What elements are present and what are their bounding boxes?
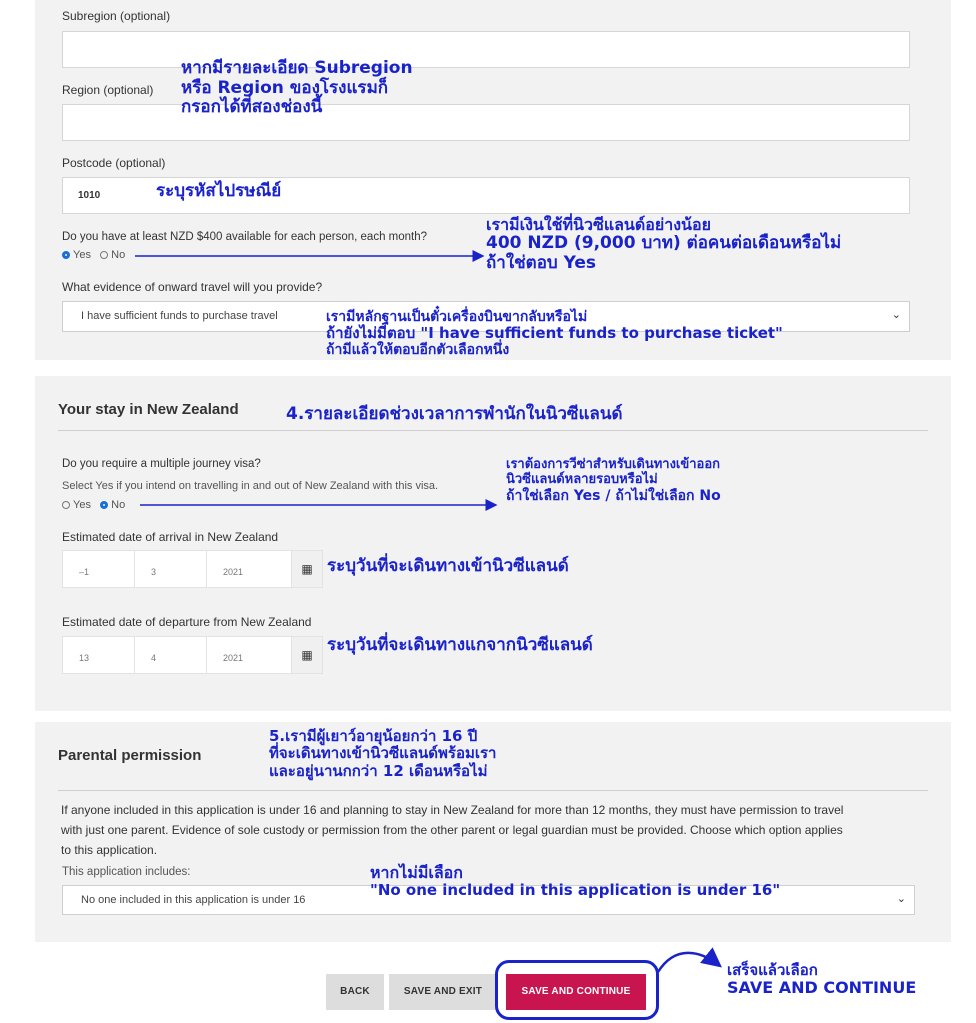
radio-selected-icon — [62, 251, 70, 259]
funds-yes-option[interactable]: Yes — [62, 249, 91, 261]
arrival-year-input[interactable]: 2021 — [206, 550, 292, 588]
save-and-continue-button[interactable]: SAVE AND CONTINUE — [506, 974, 646, 1010]
funds-no-option[interactable]: No — [100, 249, 125, 261]
annotation-region: หากมีรายละเอียด Subregion หรือ Region ของโรงแรมก็ กรอกได้ที่สองช่องนี้ — [181, 58, 413, 118]
annotation-funds: เรามีเงินใช้ที่นิวซีแลนด์อย่างน้อย 400 NZD (9,000 บาท) ต่อคนต่อเดือนหรือไม่ ถ้าใช่ตอบ Yes — [486, 215, 842, 273]
multi-yes-option[interactable]: Yes — [62, 499, 91, 511]
arrival-day-input[interactable]: –1 — [62, 550, 135, 588]
parental-paragraph: If anyone included in this application is under 16 and planning to stay in New Zealand for more than 12 months, they must have permission to travel with just one parent. Evidence of sole custody or permission from the other parent or legal guardian must be provided. Choose which option applies to this application. — [61, 803, 844, 857]
highlight-ring — [495, 960, 659, 1020]
onward-select-value: I have sufficient funds to purchase travel — [81, 310, 278, 322]
annotation-postcode: ระบุรหัสไปรษณีย์ — [156, 181, 282, 201]
parental-divider — [58, 790, 928, 791]
radio-empty-icon — [100, 251, 108, 259]
multi-question: Do you require a multiple journey visa? — [62, 458, 261, 470]
arrival-label: Estimated date of arrival in New Zealand — [62, 530, 279, 544]
annotation-departure: ระบุวันที่จะเดินทางแกจากนิวซีแลนด์ — [327, 635, 593, 655]
annotation-onward: เรามีหลักฐานเป็นตั๋วเครื่องบินขากลับหรือไม่ ถ้ายังไม่มีตอบ "I have sufficient funds to purchase ticket" ถ้ามีแล้วให้ตอบอีกตัวเลือกหนึ่ง — [326, 309, 783, 359]
stay-section-title: Your stay in New Zealand — [58, 401, 239, 418]
annotation-stay-title: 4.รายละเอียดช่วงเวลาการพำนักในนิวซีแลนด์ — [286, 404, 623, 424]
includes-label: This application includes: — [62, 866, 191, 878]
region-label: Region (optional) — [62, 83, 154, 97]
chevron-down-icon: ⌄ — [896, 893, 906, 905]
annotation-continue: เสร็จแล้วเลือก SAVE AND CONTINUE — [727, 961, 917, 998]
multi-no-option[interactable]: No — [100, 499, 125, 511]
radio-selected-icon — [100, 501, 108, 509]
calendar-icon[interactable]: ▦ — [291, 550, 323, 588]
multi-radio-group — [62, 499, 125, 511]
includes-select-value: No one included in this application is under 16 — [81, 894, 306, 906]
back-button[interactable]: BACK — [326, 974, 384, 1010]
parental-section-title: Parental permission — [58, 747, 202, 764]
arrival-month-input[interactable]: 3 — [134, 550, 207, 588]
multi-help-text: Select Yes if you intend on travelling in and out of New Zealand with this visa. — [62, 480, 439, 492]
annotation-multi: เราต้องการวีซ่าสำหรับเดินทางเข้าออก นิวซีแลนด์หลายรอบหรือไม่ ถ้าใช่เลือก Yes / ถ้าไม่ใช่เลือก No — [506, 457, 721, 504]
departure-label: Estimated date of departure from New Zealand — [62, 615, 312, 629]
funds-question: Do you have at least NZD $400 available for each person, each month? — [62, 231, 428, 243]
continue-arrow — [658, 953, 720, 972]
annotation-parental: 5.เรามีผู้เยาว์อายุน้อยกว่า 16 ปี ที่จะเดินทางเข้านิวซีแลนด์พร้อมเรา และอยู่นานกกว่า 12 เดือนหรือไม่ — [269, 727, 497, 780]
calendar-icon[interactable]: ▦ — [291, 636, 323, 674]
departure-year-input[interactable]: 2021 — [206, 636, 292, 674]
annotation-arrival: ระบุวันที่จะเดินทางเข้านิวซีแลนด์ — [327, 556, 569, 576]
chevron-down-icon: ⌄ — [891, 309, 901, 321]
stay-divider — [58, 430, 928, 431]
annotation-includes: หากไม่มีเลือก "No one included in this application is under 16" — [370, 863, 781, 900]
subregion-label: Subregion (optional) — [62, 9, 171, 23]
funds-radio-group — [62, 249, 125, 261]
postcode-value: 1010 — [78, 190, 101, 201]
onward-label: What evidence of onward travel will you provide? — [62, 280, 323, 294]
radio-empty-icon — [62, 501, 70, 509]
departure-day-input[interactable]: 13 — [62, 636, 135, 674]
postcode-label: Postcode (optional) — [62, 156, 166, 170]
departure-month-input[interactable]: 4 — [134, 636, 207, 674]
save-and-exit-button[interactable]: SAVE AND EXIT — [389, 974, 497, 1010]
